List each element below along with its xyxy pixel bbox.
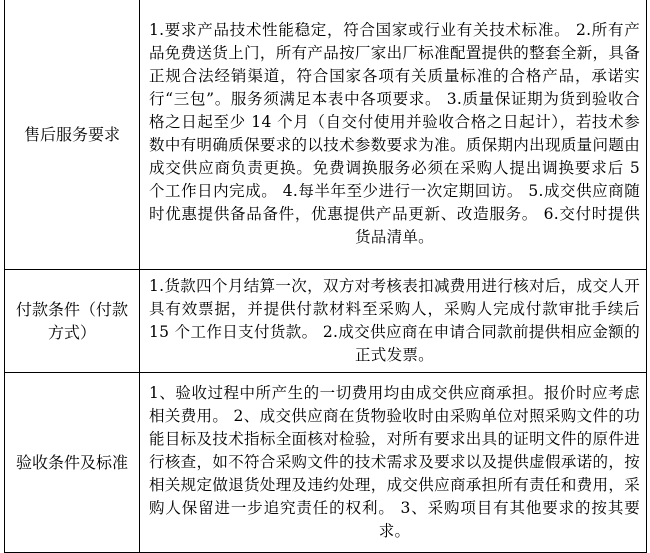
- table-row-payment-terms: [5, 270, 647, 373]
- table-row-acceptance: [5, 373, 647, 553]
- requirements-table: [4, 0, 647, 553]
- row-label-payment-terms: 付款条件（付款方式）: [5, 270, 140, 373]
- table-row-after-sales: [5, 0, 647, 270]
- row-content-payment-terms: 1.货款四个月结算一次，双方对考核表扣减费用进行核对后，成交人开具有效票据，并提供付款材料至采购人，采购人完成付款审批手续后 15 个工作日支付货款。 2.成交供应商在申请合同款前提供相应金额的正式发票。: [140, 270, 647, 373]
- row-content-acceptance: 1、验收过程中所产生的一切费用均由成交供应商承担。报价时应考虑相关费用。 2、成交供应商在货物验收时由采购单位对照采购文件的功能目标及技术指标全面核对检验，对所有要求出具的证明文件的原件进行核查，如不符合采购文件的技术需求及要求以及提供虚假承诺的，按相关规定做退货处理及违约处理，成交供应商承担所有责任和费用，采购人保留进一步追究责任的权利。 3、采购项目有其他要求的按其要求。: [140, 373, 647, 553]
- row-label-after-sales: 售后服务要求: [5, 0, 140, 270]
- row-content-after-sales: 1.要求产品技术性能稳定，符合国家或行业有关技术标准。 2.所有产品免费送货上门，所有产品按厂家出厂标准配置提供的整套全新，具备正规合法经销渠道，符合国家各项有关质量标准的合格产品，承诺实行“三包”。服务须满足本表中各项要求。 3.质量保证期为货到验收合格之日起至少 14 个月（自交付使用并验收合格之日起计），若技术参数中有明确质保要求的以技术参数要求为准。质保期内出现质量问题由成交供应商负责更换。免费调换服务必须在采购人提出调换要求后 5 个工作日内完成。 4.每半年至少进行一次定期回访。 5.成交供应商随时优惠提供备品备件，优惠提供产品更新、改造服务。 6.交付时提供货品清单。: [140, 0, 647, 270]
- row-label-acceptance: 验收条件及标准: [5, 373, 140, 553]
